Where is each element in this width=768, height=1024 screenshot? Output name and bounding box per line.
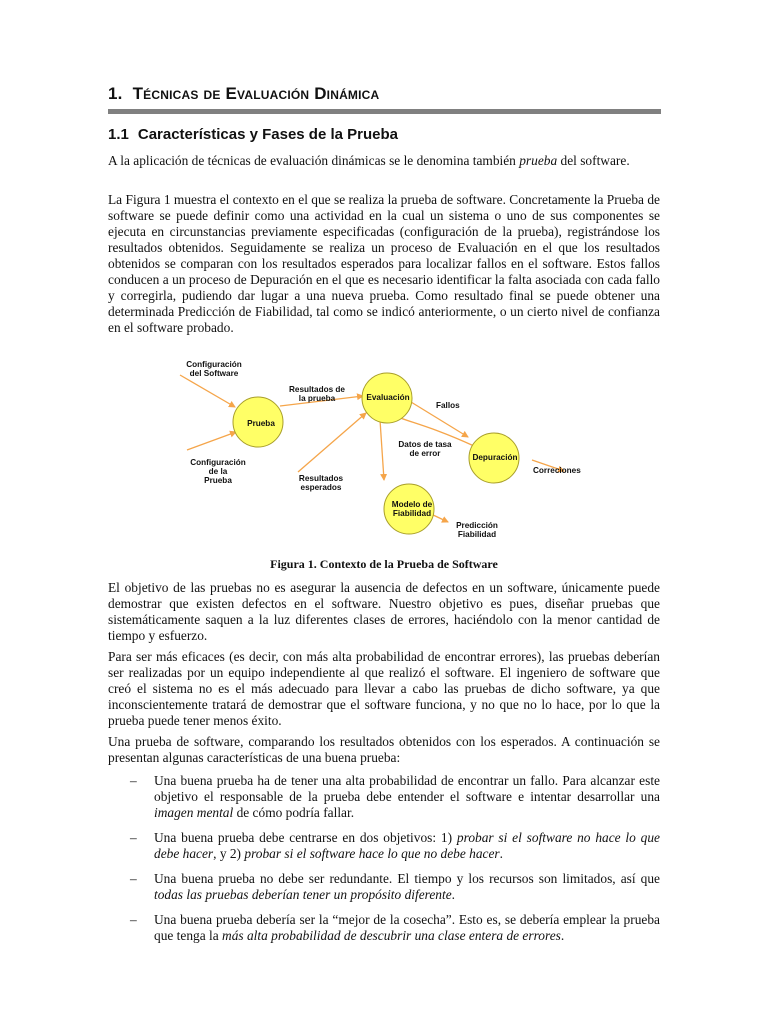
p1-text-b: del software. [557,153,630,168]
arrow-datos [380,420,384,480]
label-config-sw-1: Configuración [186,360,242,369]
section-title: Características y Fases de la Prueba [137,126,399,143]
paragraph-objective: El objetivo de las pruebas no es asegurar la ausencia de defectos en un software, únicamente puede demostrar que existen defectos en el software. Nuestro objetivo es pues, diseñar pruebas que sistemáticamente saquen a la luz diferentes clases de errores, haciéndolo con la menor cantidad de tiempo y esfuerzo. [108,580,660,643]
b2-text-a: Una buena prueba debe centrarse en dos objetivos: 1) [154,830,457,845]
chapter-number: 1. [108,84,123,103]
bullet-dash: – [130,871,137,886]
label-config-prueba-1: Configuración [190,458,246,467]
b1-text-a: Una buena prueba ha de tener una alta probabilidad de encontrar un fallo. Para alcanzar este objetivo el responsable de la prueba debe entender el software e intentar desarrollar una [154,773,660,804]
label-esperados-1: Resultados [298,474,344,483]
label-datos-2: de error [409,449,441,458]
b4-emphasis: más alta probabilidad de descubrir una clase entera de errores [222,928,561,943]
arrow-config-prueba [187,432,236,450]
heading-rule [108,109,661,114]
section-number: 1.1 [108,126,129,143]
list-item [108,871,660,903]
paragraph-efficiency: Para ser más eficaces (es decir, con más alta probabilidad de encontrar errores), las pruebas deberían ser realizadas por un equipo independiente al que realizó el software. El ingeniero de software que creó el sistema no es el más adecuado para llevar a cabo las pruebas de dicho software, ya que inconscientemente tratará de demostrar que el software funciona, y no que no lo hace, por lo que la prueba puede tener menos éxito. [108,649,660,728]
paragraph-intro [108,153,660,169]
label-config-prueba-3: Prueba [204,476,232,485]
b4-text-a: Una buena prueba debería ser la “mejor de la cosecha”. Esto es, se debería emplear la prueba que tenga la [154,912,660,943]
b2-text-b: , y 2) [213,846,245,861]
p1-emphasis: prueba [519,153,558,168]
section-heading [108,126,398,143]
label-fallos: Fallos [436,401,460,410]
p1-text-a: A la aplicación de técnicas de evaluación dinámicas se le denomina también [108,153,520,168]
paragraph-context: La Figura 1 muestra el contexto en el que se realiza la prueba de software. Concretamente la Prueba de software se puede definir como una actividad en la cual un sistema o uno de sus componentes se ejecuta en circunstancias previamente especificadas (configuración de la prueba), registrándose los resultados obtenidos. Seguidamente se realiza un proceso de Evaluación en el que los resultados obtenidos se comparan con los resultados esperados para localizar fallos en el software. Estos fallos conducen a un proceso de Depuración en el que es necesario identificar la falta asociada con cada fallo y corregirla, pudiendo dar lugar a una nueva prueba. Como resultado final se puede obtener una determinada Predicción de Fiabilidad, tal como se indicó anteriormente, o un cierto nivel de confianza en el software probado. [108,192,660,335]
b4-text-b: . [560,928,565,943]
label-correciones: Correciones [533,466,581,475]
b2-emphasis-1: probar si el software no hace lo que debe hacer [154,830,660,861]
label-config-prueba-2: de la [208,467,228,476]
node-depuracion: Depuración [472,453,518,462]
list-item [108,773,660,821]
bullet-dash: – [130,912,137,927]
arrow-config-sw [180,375,235,407]
chapter-title: Técnicas de Evaluación Dinámica [132,84,380,103]
label-config-sw-2: del Software [189,369,239,378]
list-item [108,912,660,944]
bullet-dash: – [130,830,137,845]
bullet-dash: – [130,773,137,788]
label-prediccion-2: Fiabilidad [457,530,497,539]
b2-text-c: . [499,846,503,861]
node-prueba: Prueba [247,419,275,428]
b3-text-b: . [451,887,456,902]
b1-emphasis: imagen mental [154,805,234,820]
b3-text-a: Una buena prueba no debe ser redundante. El tiempo y los recursos son limitados, así que [154,871,660,886]
b1-text-b: de cómo podría fallar. [233,805,355,820]
b3-emphasis: todas las pruebas deberían tener un propósito diferente [154,887,452,902]
characteristics-list [108,773,660,953]
b2-emphasis-2: probar si el software hace lo que no debe hacer [244,846,500,861]
node-modelo-1: Modelo de [391,500,433,509]
node-evaluacion: Evaluación [366,393,410,402]
label-resultados-1: Resultados de [289,385,345,394]
node-modelo-2: Fiabilidad [392,509,432,518]
paragraph-characteristics: Una prueba de software, comparando los resultados obtenidos con los esperados. A continuación se presentan algunas características de una buena prueba: [108,734,660,765]
label-prediccion-1: Predicción [456,521,498,530]
figure-diagram [108,350,660,550]
label-resultados-2: la prueba [298,394,336,403]
chapter-heading [108,84,379,104]
label-esperados-2: esperados [300,483,342,492]
figure-caption: Figura 1. Contexto de la Prueba de Software [270,557,498,571]
arrow-esperados [298,413,366,472]
label-datos-1: Datos de tasa [398,440,452,449]
list-item [108,830,660,862]
